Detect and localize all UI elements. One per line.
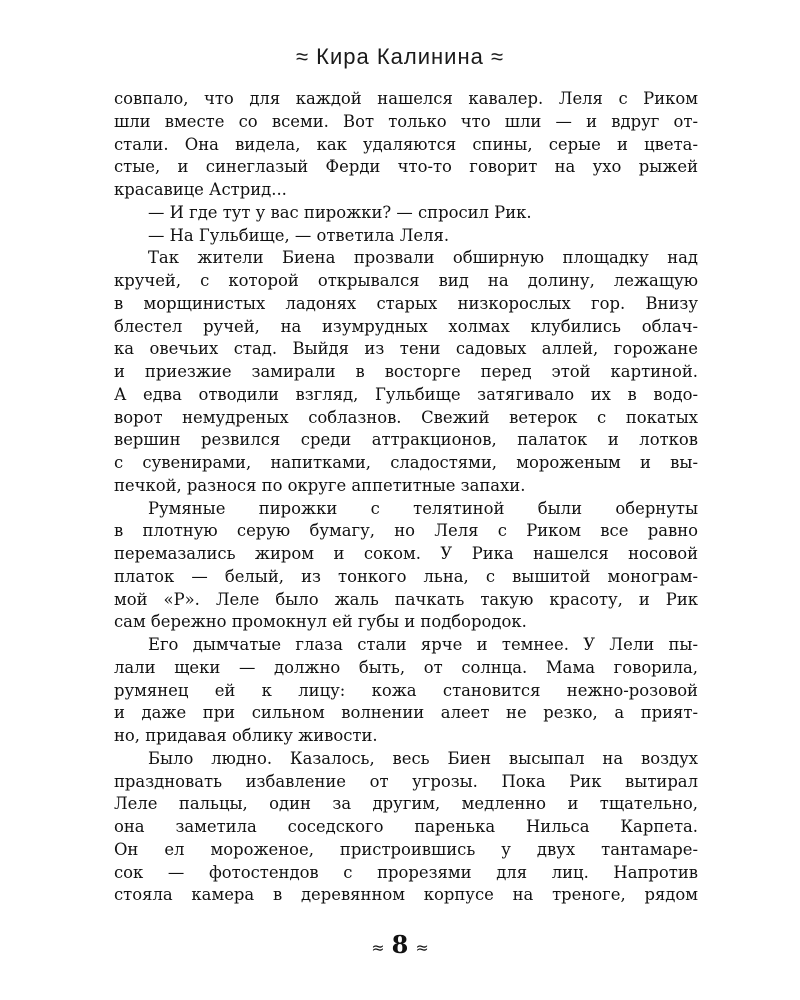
text-line: платок — белый, из тонкого льна, с вышитой монограм- <box>114 566 698 586</box>
text-line: она заметила соседского паренька Нильса Карпета. <box>114 817 698 836</box>
text-line: с сувенирами, напитками, сладостями, мороженым и вы- <box>114 453 698 472</box>
text-line: А едва отводили взгляд, Гульбище затягивало их в водо- <box>114 384 698 404</box>
text-line: Он ел мороженое, пристроившись у двух тантамаре- <box>114 839 698 859</box>
text-line: но, придавая облику живости. <box>114 726 378 745</box>
text-line: в морщинистых ладонях старых низкорослых гор. Внизу <box>114 293 698 313</box>
text-line: Было людно. Казалось, весь Биен высыпал на воздух <box>148 748 698 768</box>
text-line: Леле пальцы, один за другим, медленно и тщательно, <box>114 794 698 814</box>
text-line: Так жители Биена прозвали обширную площадку над <box>148 248 698 268</box>
text-line: ворот немудреных соблазнов. Свежий ветерок с покатых <box>114 407 698 427</box>
text-line: — И где тут у вас пирожки? — спросил Рик. <box>148 202 532 222</box>
text-line: и приезжие замирали в восторге перед этой картиной. <box>114 362 698 381</box>
body-text <box>114 88 698 907</box>
text-line: совпало, что для каждой нашелся кавалер. Леля с Риком <box>114 89 698 108</box>
text-line: перемазались жиром и соком. У Рика нашелся носовой <box>114 544 698 563</box>
text-line: румянец ей к лицу: кожа становится нежно-розовой <box>114 680 698 700</box>
text-line: блестел ручей, на изумрудных холмах клубились облач- <box>114 316 698 336</box>
text-line: стые, и синеглазый Ферди что-то говорит на ухо рыжей <box>114 157 698 177</box>
text-line: кручей, с которой открывался вид на долину, лежащую <box>114 271 698 290</box>
text-line: ка овечьих стад. Выйдя из тени садовых аллей, горожане <box>114 339 698 359</box>
text-line: вершин резвился среди аттракционов, палаток и лотков <box>114 430 698 450</box>
text-line: печкой, разнося по округе аппетитные запахи. <box>114 475 526 495</box>
text-line: мой «Р». Леле было жаль пачкать такую красоту, и Рик <box>114 589 698 609</box>
text-line: в плотную серую бумагу, но Леля с Риком все равно <box>114 521 698 541</box>
text-line: красавице Астрид... <box>114 180 287 199</box>
text-line: лали щеки — должно быть, от солнца. Мама говорила, <box>114 657 698 677</box>
text-line: Его дымчатые глаза стали ярче и темнее. У Лели пы- <box>148 635 698 654</box>
text-line: праздновать избавление от угрозы. Пока Рик вытирал <box>114 771 698 791</box>
page-number: 8 <box>391 930 409 959</box>
text-line: и даже при сильном волнении алеет не резко, а прият- <box>114 703 698 723</box>
page-folio <box>0 930 800 959</box>
text-line: стояла камера в деревянном корпусе на треноге, рядом <box>114 885 698 905</box>
running-head: ≈ Кира Калинина ≈ <box>295 44 505 69</box>
text-line: — На Гульбище, — ответила Леля. <box>148 225 450 245</box>
text-line: сок — фотостендов с прорезями для лиц. Напротив <box>114 862 698 882</box>
text-line: Румяные пирожки с телятиной были обернуты <box>148 498 698 518</box>
text-line: шли вместе со всеми. Вот только что шли — и вдруг от- <box>114 111 698 131</box>
folio-ornament-right: ≈ <box>415 938 429 957</box>
text-line: стали. Она видела, как удаляются спины, серые и цвета- <box>114 134 698 154</box>
text-line: сам бережно промокнул ей губы и подбородок. <box>114 612 527 632</box>
folio-ornament-left: ≈ <box>371 938 385 957</box>
